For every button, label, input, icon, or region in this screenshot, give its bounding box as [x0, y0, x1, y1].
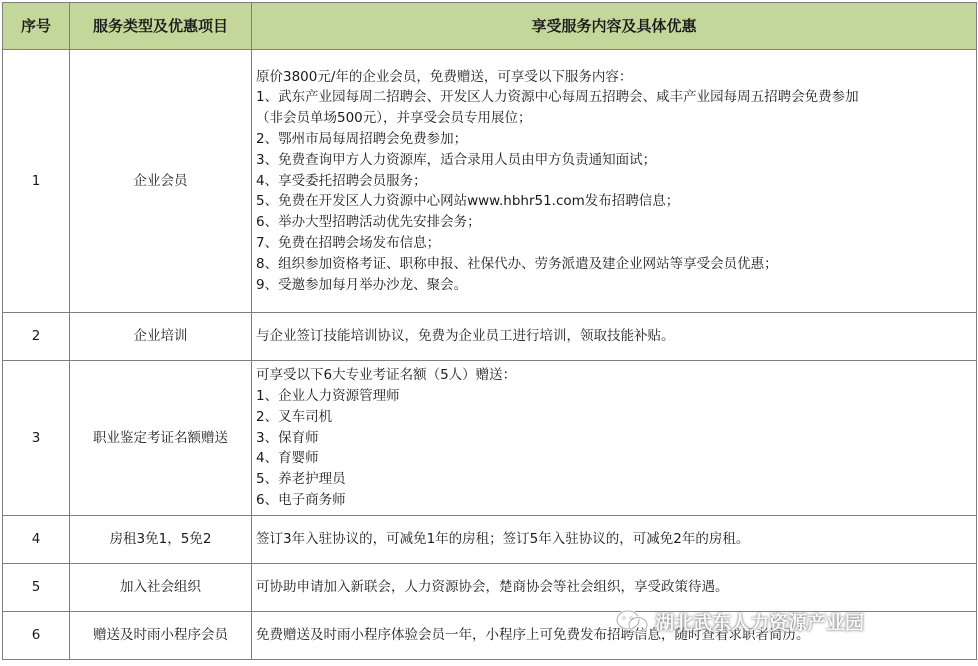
content-line: 5、免费在开发区人力资源中心网站www.hbhr51.com发布招聘信息； — [256, 193, 680, 210]
row-content — [252, 313, 977, 361]
row-content — [252, 564, 977, 612]
row-content — [252, 361, 977, 516]
row-category: 企业会员 — [70, 50, 252, 313]
row-content — [252, 612, 977, 660]
row-num: 1 — [3, 50, 70, 313]
content-line: 6、电子商务师 — [256, 491, 346, 508]
row-num: 2 — [3, 313, 70, 361]
table-row — [3, 361, 977, 516]
row-category: 加入社会组织 — [70, 564, 252, 612]
row-category: 房租3免1，5免2 — [70, 516, 252, 564]
row-content — [252, 50, 977, 313]
row-num: 6 — [3, 612, 70, 660]
row-num: 4 — [3, 516, 70, 564]
content-line: 4、育婴师 — [256, 450, 319, 467]
content-line: 6、举办大型招聘活动优先安排会务； — [256, 214, 481, 231]
table-row — [3, 516, 977, 564]
content-line: 9、受邀参加每月举办沙龙、聚会。 — [256, 276, 468, 293]
table-row — [3, 612, 977, 660]
table-row — [3, 564, 977, 612]
content-line: 8、组织参加资格考证、职称申报、社保代办、劳务派遣及建企业网站等享受会员优惠； — [256, 255, 778, 272]
table-row — [3, 50, 977, 313]
row-category: 赠送及时雨小程序会员 — [70, 612, 252, 660]
content-line: 1、武东产业园每周二招聘会、开发区人力资源中心每周五招聘会、咸丰产业园每周五招聘会免费参加 — [256, 89, 859, 106]
content-line: 2、叉车司机 — [256, 408, 333, 425]
row-num: 5 — [3, 564, 70, 612]
content-line: 7、免费在招聘会场发布信息； — [256, 234, 441, 251]
content-line: 签订3年入驻协议的，可减免1年的房租；签订5年入驻协议的，可减免2年的房租。 — [256, 531, 750, 548]
table-row — [3, 313, 977, 361]
row-content — [252, 516, 977, 564]
row-num: 3 — [3, 361, 70, 516]
content-line: 3、免费查询甲方人力资源库，适合录用人员由甲方负责通知面试； — [256, 151, 657, 168]
watermark-text: 湖北武东人力资源产业园 — [655, 612, 865, 634]
row-category: 企业培训 — [70, 313, 252, 361]
row-category: 职业鉴定考证名额赠送 — [70, 361, 252, 516]
header-num: 序号 — [3, 3, 70, 50]
content-line: 4、享受委托招聘会员服务； — [256, 172, 427, 189]
content-line: 3、保育师 — [256, 429, 319, 446]
content-line: 原价3800元/年的企业会员，免费赠送，可享受以下服务内容： — [256, 68, 633, 85]
benefits-table — [2, 2, 977, 660]
header-row — [3, 3, 977, 50]
content-line: （非会员单场500元），并享受会员专用展位； — [256, 110, 532, 127]
content-line: 2、鄂州市局每周招聘会免费参加； — [256, 131, 468, 147]
content-line: 免费赠送及时雨小程序体验会员一年，小程序上可免费发布招聘信息，随时查看求职者简历。 — [256, 627, 810, 644]
content-line: 1、企业人力资源管理师 — [256, 388, 400, 404]
header-content: 享受服务内容及具体优惠 — [252, 3, 977, 50]
content-line: 可享受以下6大专业考证名额（5人）赠送： — [256, 367, 517, 384]
content-line: 与企业签订技能培训协议，免费为企业员工进行培训，领取技能补贴。 — [256, 328, 675, 345]
content-line: 可协助申请加入新联会，人力资源协会，楚商协会等社会组织，享受政策待遇。 — [256, 579, 729, 596]
header-category: 服务类型及优惠项目 — [70, 3, 252, 50]
content-line: 5、养老护理员 — [256, 471, 346, 488]
